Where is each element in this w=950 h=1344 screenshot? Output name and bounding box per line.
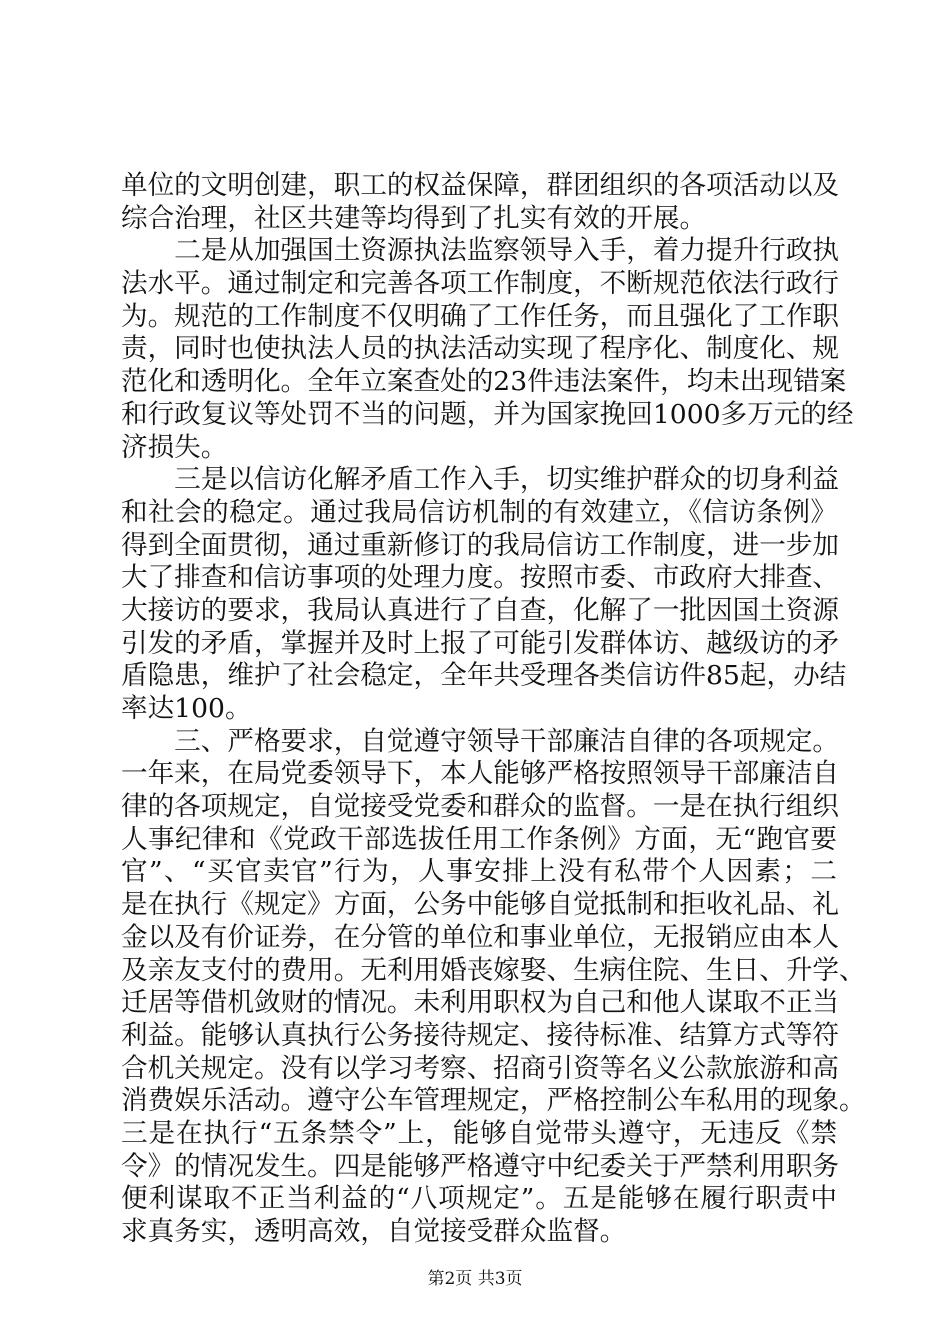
text-line: 一年来，在局党委领导下，本人能够严格按照领导干部廉洁自 xyxy=(121,758,840,790)
text-line: 便利谋取不正当利益的“八项规定”。五是能够在履行职责中 xyxy=(121,1183,837,1215)
text-line: 迁居等借机敛财的情况。未利用职权为自己和他人谋取不正当 xyxy=(121,987,840,1019)
text-line: 单位的文明创建，职工的权益保障，群团组织的各项活动以及 xyxy=(121,170,840,201)
text-line: 三是以信访化解矛盾工作入手，切实维护群众的切身利益 xyxy=(121,464,840,496)
text-line: 律的各项规定，自觉接受党委和群众的监督。一是在执行组织 xyxy=(121,791,840,823)
text-line: 和社会的稳定。通过我局信访机制的有效建立，《信访条例》 xyxy=(121,496,837,528)
text-line: 是在执行《规定》方面，公务中能够自觉抵制和拒收礼品、礼 xyxy=(121,889,840,921)
text-line: 大了排查和信访事项的处理力度。按照市委、市政府大排查、 xyxy=(121,562,840,594)
text-line: 消费娱乐活动。遵守公车管理规定，严格控制公车私用的现象。 xyxy=(121,1085,866,1117)
text-line: 及亲友支付的费用。无利用婚丧嫁娶、生病住院、生日、升学、 xyxy=(121,954,866,986)
text-line: 法水平。通过制定和完善各项工作制度，不断规范依法行政行 xyxy=(121,268,840,300)
text-line: 大接访的要求，我局认真进行了自查，化解了一批因国土资源 xyxy=(121,594,840,626)
text-line: 和行政复议等处罚不当的问题，并为国家挽回1000多万元的经 xyxy=(121,398,854,430)
text-line: 得到全面贯彻，通过重新修订的我局信访工作制度，进一步加 xyxy=(121,529,840,561)
text-line: 综合治理，社区共建等均得到了扎实有效的开展。 xyxy=(121,202,707,234)
text-line: 金以及有价证券，在分管的单位和事业单位，无报销应由本人 xyxy=(121,921,840,953)
text-line: 引发的矛盾，掌握并及时上报了可能引发群体访、越级访的矛 xyxy=(121,627,840,659)
text-line: 三、严格要求，自觉遵守领导干部廉洁自律的各项规定。 xyxy=(121,725,840,757)
text-line: 令》的情况发生。四是能够严格遵守中纪委关于严禁利用职务 xyxy=(121,1150,840,1182)
text-line: 二是从加强国土资源执法监察领导入手，着力提升行政执 xyxy=(121,235,840,267)
page-footer: 第2页 共3页 xyxy=(427,1269,523,1289)
text-line: 合机关规定。没有以学习考察、招商引资等名义公款旅游和高 xyxy=(121,1052,840,1084)
text-line: 求真务实，透明高效，自觉接受群众监督。 xyxy=(121,1216,627,1247)
text-line: 为。规范的工作制度不仅明确了工作任务，而且强化了工作职 xyxy=(121,300,840,332)
text-line: 官”、“买官卖官”行为，人事安排上没有私带个人因素；二 xyxy=(121,856,837,888)
text-line: 率达100。 xyxy=(121,693,252,724)
text-line: 济损失。 xyxy=(121,431,228,463)
text-line: 人事纪律和《党政干部选拔任用工作条例》方面，无“跑官要 xyxy=(121,823,837,855)
body-text xyxy=(121,170,866,1249)
text-line: 利益。能够认真执行公务接待规定、接待标准、结算方式等符 xyxy=(121,1019,840,1051)
text-line: 责，同时也使执法人员的执法活动实现了程序化、制度化、规 xyxy=(121,333,840,365)
text-line: 盾隐患，维护了社会稳定，全年共受理各类信访件85起，办结 xyxy=(121,660,847,692)
text-line: 范化和透明化。全年立案查处的23件违法案件，均未出现错案 xyxy=(121,366,847,398)
text-line: 三是在执行“五条禁令”上，能够自觉带头遵守，无违反《禁 xyxy=(121,1117,837,1149)
